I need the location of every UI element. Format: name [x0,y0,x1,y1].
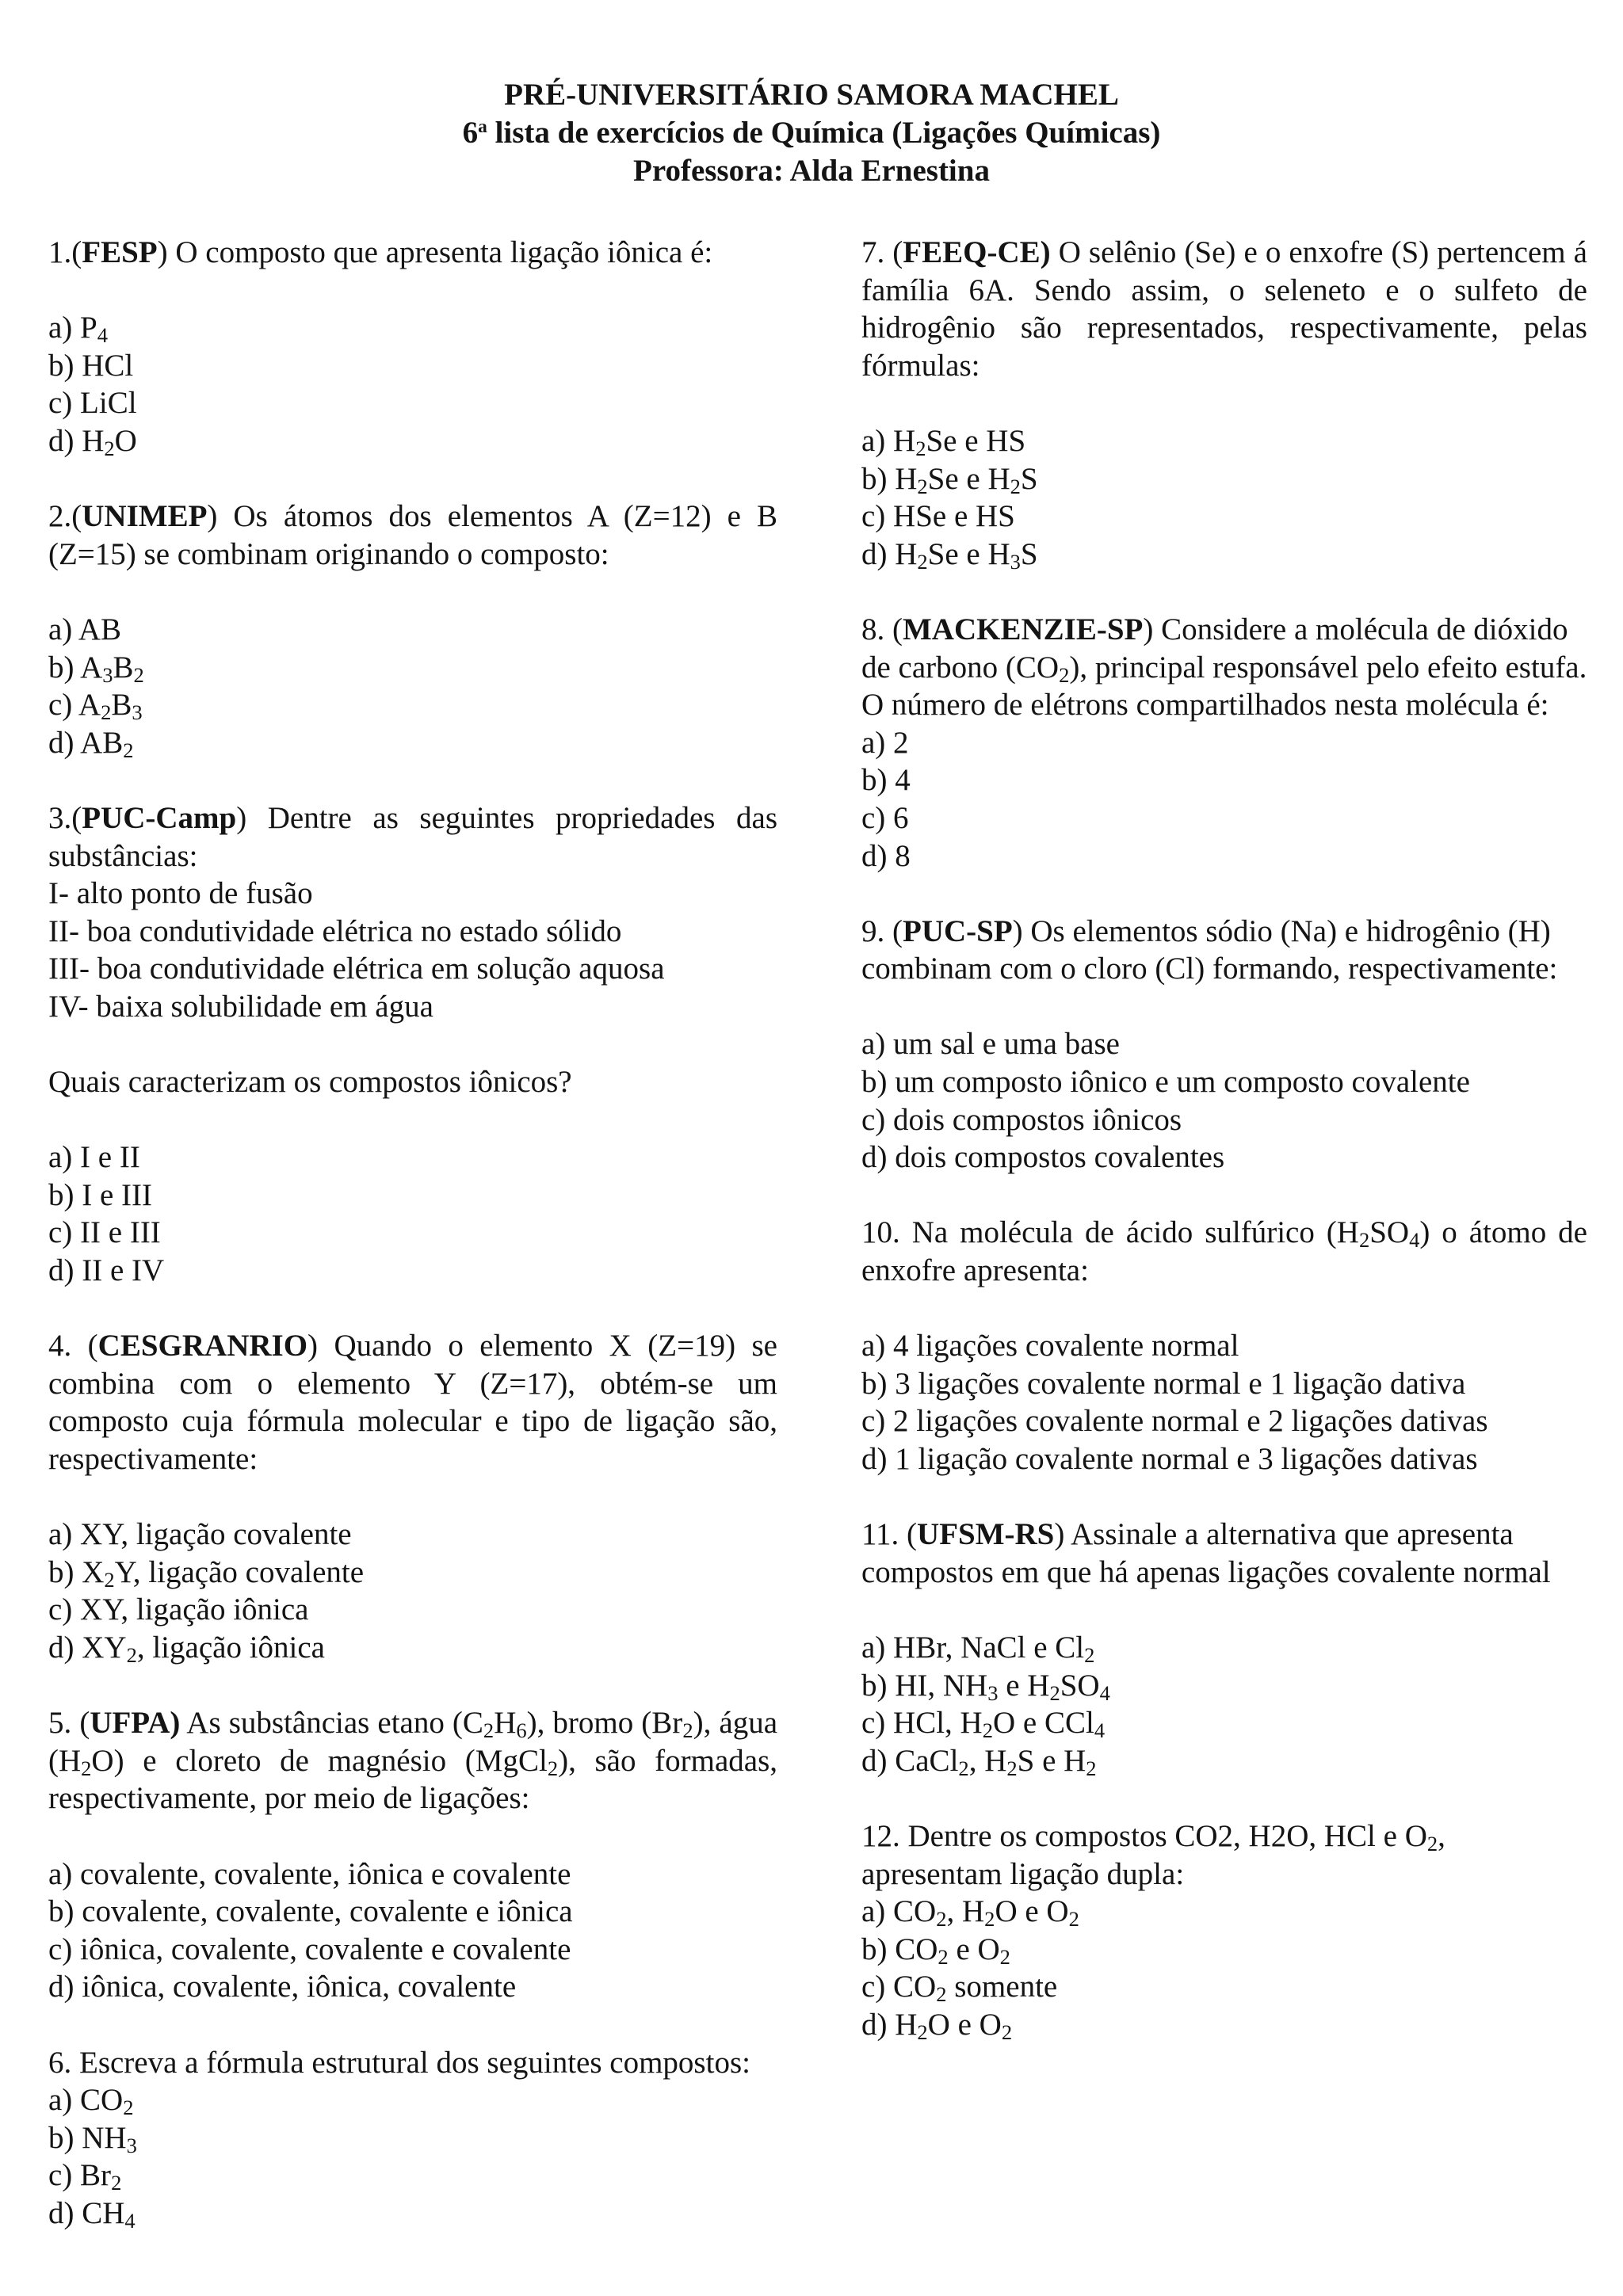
question-stem: 1.(FESP) O composto que apresenta ligação iônica é: [48,235,713,269]
answer-option: a) XY, ligação covalente [48,1517,352,1552]
question-stem: 4. (CESGRANRIO) Quando o elemento X (Z=19) se combina com o elemento Y (Z=17), obtém-se um composto cuja fórmula molecular e tipo de ligação são, respectivamente: [48,1329,777,1476]
teacher-name: Professora: Alda Ernestina [633,154,990,188]
answer-option: d) $CH_4$ [48,2195,136,2233]
answer-option: a) AB [48,612,122,646]
answer-option: d) $AB_2$ [48,725,134,762]
answer-option: b) um composto iônico e um composto covalente [861,1065,1470,1100]
question-q12 [861,1817,1587,2044]
question-q1 [48,234,777,460]
spacer [48,272,777,310]
question-source: UFSM-RS [917,1517,1055,1552]
spacer [48,1101,777,1139]
answer-option: d) $H_2O$ [48,423,137,460]
answer-option: b) $CO_2$ e $O_2$ [861,1932,1010,1969]
question-q10 [861,1214,1587,1478]
answer-option: d) $XY_2$, ligação iônica [48,1630,325,1667]
spacer [861,1290,1587,1328]
question-prompt: Quais caracterizam os compostos iônicos? [48,1065,572,1100]
answer-option: a) 2 [861,725,909,760]
question-stem: 6. Escreva a fórmula estrutural dos seguintes compostos: [48,2045,750,2080]
question-source: PUC-SP [903,913,1013,948]
answer-option: b) 4 [861,763,911,798]
property-item: IV- baixa solubilidade em água [48,989,433,1024]
answer-option: d) II e IV [48,1253,165,1288]
answer-option: a) $CO_2$ [48,2083,134,2119]
answer-option: b) $X_2Y$, ligação covalente [48,1554,365,1592]
spacer [48,1478,777,1516]
question-q7 [861,234,1587,573]
answer-option: c) XY, ligação iônica [48,1592,309,1627]
question-q6 [48,2044,777,2233]
question-source: PUC-Camp [82,800,237,835]
answer-option: d) iônica, covalente, iônica, covalente [48,1970,517,2004]
answer-option: d) dois compostos covalentes [861,1140,1225,1175]
spacer [861,988,1587,1026]
answer-option: c) 6 [861,800,909,835]
answer-option: b) $NH_3$ [48,2120,137,2157]
property-item: I- alto ponto de fusão [48,876,313,911]
answer-option: a) um sal e uma base [861,1027,1120,1062]
spacer [48,1025,777,1063]
question-source: CESGRANRIO [97,1329,308,1363]
answer-option: a) I e II [48,1140,140,1175]
question-source: FESP [82,235,158,269]
question-stem: 2.(UNIMEP) Os átomos dos elementos A (Z=12) e B (Z=15) se combinam originando o composto: [48,499,777,571]
document-header [0,76,1623,190]
left-column [48,234,777,2270]
answer-option: c) II e III [48,1215,161,1250]
answer-option: a) $CO_2$, $H_2O$ e $O_2$ [861,1894,1079,1931]
list-subtitle: 6$^a$ lista de exercícios de Química (Ligações Químicas) [462,116,1161,150]
spacer [861,1591,1587,1629]
answer-option: b) covalente, covalente, covalente e iônica [48,1894,573,1929]
answer-option: a) $H_2Se$ e HS [861,423,1026,460]
answer-option: d) $H_2O$ e $O_2$ [861,2007,1013,2044]
spacer [48,573,777,611]
answer-option: c) LiCl [48,386,137,421]
question-q11 [861,1516,1587,1779]
question-source: UFPA) [90,1706,181,1741]
question-source: FEEQ-CE) [903,235,1051,269]
question-stem: 12. Dentre os compostos CO2, H2O, HCl e $O_2$, apresentam ligação dupla: [861,1818,1445,1891]
answer-option: a) HBr, NaCl e $Cl_2$ [861,1630,1095,1667]
answer-option: b) HCl [48,348,134,383]
answer-option: a) 4 ligações covalente normal [861,1329,1239,1363]
answer-option: b) $H_2Se$ e $H_2S$ [861,461,1038,498]
question-stem: 7. (FEEQ-CE) O selênio (Se) e o enxofre (S) pertencem á família 6A. Sendo assim, o seleneto e o sulfeto de hidrogênio são representados, respectivamente, pelas fórmulas: [861,235,1587,383]
question-q2 [48,498,777,761]
question-stem: 9. (PUC-SP) Os elementos sódio (Na) e hidrogênio (H) combinam com o cloro (Cl) formando, respectivamente: [861,913,1558,986]
answer-option: d) 1 ligação covalente normal e 3 ligações dativas [861,1442,1478,1476]
answer-option: d) $H_2Se$ e $H_3S$ [861,536,1038,574]
answer-option: c) iônica, covalente, covalente e covalente [48,1932,571,1966]
answer-option: d) 8 [861,838,911,873]
question-stem: 3.(PUC-Camp) Dentre as seguintes propriedades das substâncias: [48,800,777,873]
question-q3 [48,799,777,1290]
question-stem: 10. Na molécula de ácido sulfúrico $(H_2SO_4)$ o átomo de enxofre apresenta: [861,1215,1587,1288]
answer-option: c) dois compostos iônicos [861,1102,1182,1137]
question-stem: 8. (MACKENZIE-SP) Considere a molécula de dióxido de carbono $(CO_2)$, principal responsável pelo efeito estufa. O número de elétrons compartilhados nesta molécula é: [861,612,1587,723]
answer-option: c) $CO_2$ somente [861,1970,1058,2007]
school-title: PRÉ-UNIVERSITÁRIO SAMORA MACHEL [504,78,1119,112]
right-column [861,234,1587,2081]
answer-option: d) CaCl$_2$, $H_2S$ e $H_2$ [861,1743,1097,1780]
answer-option: b) 3 ligações covalente normal e 1 ligação dativa [861,1366,1466,1401]
question-stem: 5. (UFPA) As substâncias etano $(C_2H_6)$, bromo $(Br_2)$, água $(H_2O)$ e cloreto de magnésio (MgCl$_2$), são formadas, respectivamente, por meio de ligações: [48,1706,777,1816]
question-q9 [861,913,1587,1177]
property-item: III- boa condutividade elétrica em solução aquosa [48,952,665,986]
question-source: UNIMEP [82,499,208,534]
answer-option: a) $P_4$ [48,311,109,348]
spacer [861,384,1587,422]
question-source: MACKENZIE-SP [903,612,1144,646]
answer-option: b) $A_3B_2$ [48,650,144,687]
question-q4 [48,1327,777,1666]
answer-option: c) $Br_2$ [48,2158,122,2195]
answer-option: c) $A_2B_3$ [48,688,143,724]
answer-option: c) HCl, $H_2O$ e CCl$_4$ [861,1706,1106,1742]
answer-option: c) 2 ligações covalente normal e 2 ligações dativas [861,1404,1488,1439]
spacer [48,1817,777,1855]
question-stem: 11. (UFSM-RS) Assinale a alternativa que apresenta compostos em que há apenas ligações covalente normal [861,1517,1551,1589]
property-item: II- boa condutividade elétrica no estado sólido [48,913,622,948]
answer-option: b) HI, $NH_3$ e $H_2SO_4$ [861,1668,1110,1705]
answer-option: b) I e III [48,1177,152,1212]
question-q8 [861,611,1587,875]
answer-option: c) HSe e HS [861,499,1015,534]
question-q5 [48,1704,777,2006]
answer-option: a) covalente, covalente, iônica e covalente [48,1856,571,1891]
